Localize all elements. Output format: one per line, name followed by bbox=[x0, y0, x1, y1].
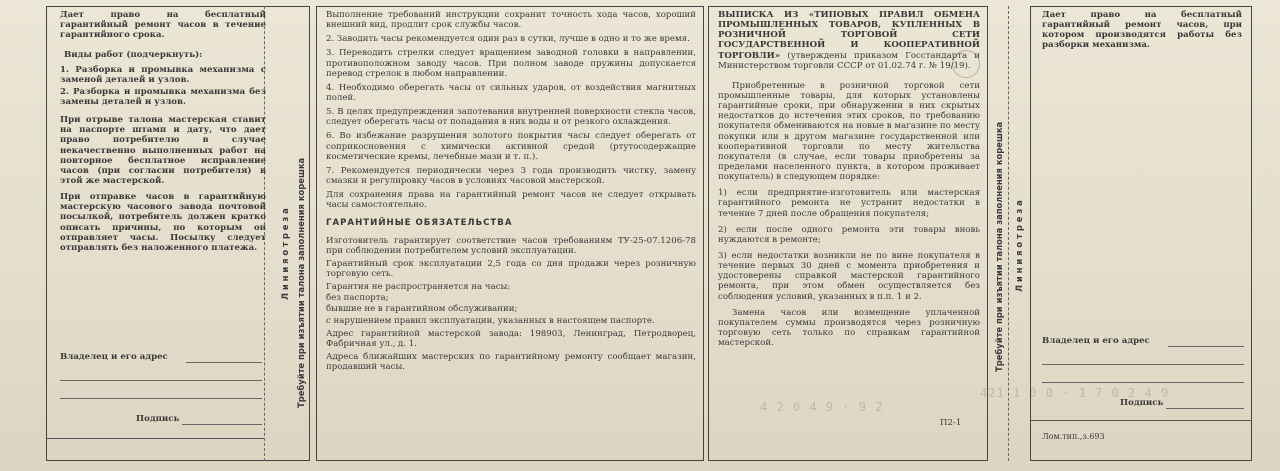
guarantee-4: Адрес гарантийной мастерской завода: 198903, Ленинград, Петродворец, Фабричная ул., д. 1. bbox=[326, 328, 696, 349]
guarantee-3: Гарантия не распространяется на часы: bbox=[326, 282, 511, 293]
owner-field-left-2[interactable] bbox=[60, 380, 262, 381]
left-stub-para-2: При отправке часов в гарантийную мастерскую часового завода почтовой посылкой, потребитель должен кратко описать причины, по которым он отправляет часы. Посылку следует отправлять без наложенного платежа. bbox=[60, 192, 266, 253]
cut-line-label-left: Л и н и я о т р е з а bbox=[280, 208, 290, 300]
instruction-3: 3. Переводить стрелки следует вращением заводной головки в направлении, противоположном заводу часов. При полном заводе пружины допускается перевод стрелок в любом направлении. bbox=[326, 48, 696, 79]
printer-mark: Лом.тип.,з.693 bbox=[1042, 432, 1105, 441]
demand-stub-label-left: Требуйте при изъятии талона заполнения корешка bbox=[296, 157, 306, 408]
extract-clause-4: Замена часов или возмещение уплаченной покупателем суммы производятся через розничную торговую сеть только по справкам гарантийной мастерской. bbox=[718, 307, 980, 349]
demand-stub-label-right: Требуйте при изъятии талона заполнения корешка bbox=[994, 121, 1004, 372]
extract-intro: Приобретенные в розничной торговой сети промышленные товары, для которых установлены гарантийные сроки, при обнаружении в них скрытых недостатков до истечения этих сроков, по требованию покупателя обмениваются на новые в магазине по месту покупки или в другом магазине государственной или кооперативной торговли по месту жительства покупателя (в случае, если товары приобретены за пределами населенного пункта, в котором проживает покупатель) в следующем порядке: bbox=[718, 80, 980, 183]
owner-label-left: Владелец и его адрес bbox=[60, 352, 168, 362]
guarantee-3c: с нарушением правил эксплуатации, указанных в настоящем паспорте. bbox=[326, 315, 655, 326]
instruction-5: 5. В целях предупреждения запотевания внутренней поверхности стекла часов, следует оберегать часы от попадания в них воды и от резкого охлаждения. bbox=[326, 107, 696, 128]
left-stub-text bbox=[60, 10, 266, 259]
sign-label-left: Подпись bbox=[136, 414, 180, 424]
extract-title-note: (утверждены приказом Госстандарта и Министерством торговли СССР от 01.02.74 г. № 19/19). bbox=[718, 50, 981, 71]
extract-title-main: ВЫПИСКА ИЗ «ТИПОВЫХ ПРАВИЛ ОБМЕНА ПРОМЫШЛЕННЫХ ТОВАРОВ, КУПЛЕННЫХ В РОЗНИЧНОЙ ТОРГОВОЙ СЕТИ ГОСУДАРСТВЕННОЙ И КООПЕРАТИВНОЙ ТОРГОВЛИ» bbox=[718, 10, 980, 61]
ghost-bleed-through: 4 2 0 4 9 · 9 2 bbox=[760, 400, 884, 414]
right-stub-text bbox=[1042, 10, 1242, 57]
perforation-line-right bbox=[1008, 6, 1009, 461]
extract-text bbox=[718, 10, 980, 354]
frame-right-stub bbox=[1030, 6, 1252, 461]
left-stub-header: Дает право на бесплатный гарантийный ремонт часов в течение гарантийного срока. bbox=[60, 10, 266, 41]
left-stub-para-1: При отрыве талона мастерская ставит на паспорте штамп и дату, что дает право потребителю в случае некачественно выполненных работ на повторное бесплатное исправление часов (при согласии потребителя) в этой же мастерской. bbox=[60, 115, 266, 186]
extract-clause-2: 2) если после одного ремонта эти товары вновь нуждаются в ремонте; bbox=[718, 224, 980, 245]
guarantee-1: Изготовитель гарантирует соответствие часов требованиям ТУ-25-07.1206-78 при соблюдении потребителем условий эксплуатации. bbox=[326, 235, 696, 256]
ghost-bleed-through: 421 1 0 0 · 1 7 0 2 4 9 bbox=[980, 386, 1170, 400]
right-stub-header: Дает право на бесплатный гарантийный ремонт часов, при котором производятся работы без разборки механизма. bbox=[1042, 10, 1242, 51]
instruction-6: 6. Во избежание разрушения золотого покрытия часы следует оберегать от соприкосновения с химически активной средой (ртутосодержащие косметические кремы, лечебные мази и т. п.). bbox=[326, 131, 696, 162]
stamp-mark bbox=[952, 50, 980, 78]
owner-field-left-3[interactable] bbox=[60, 398, 262, 399]
instructions-text bbox=[326, 10, 696, 378]
guarantee-5: Адреса ближайших мастерских по гарантийному ремонту сообщает магазин, продавший часы. bbox=[326, 351, 696, 373]
left-stub-bottom-rule bbox=[46, 438, 264, 439]
extract-clause-3: 3) если недостатки возникли не по вине покупателя в течение первых 30 дней с момента приобретения и удостоверены справкой мастерской гарантийного ремонта, при этом обмен осуществляется без соблюдения условий, указанных в п.п. 1 и 2. bbox=[718, 250, 980, 302]
instruction-7: 7. Рекомендуется периодически через 3 года производить чистку, замену смазки и регулировку часов в условиях часовой мастерской. bbox=[326, 165, 696, 186]
works-title: Виды работ (подчеркнуть): bbox=[64, 50, 203, 61]
guarantee-3b: бывшие не в гарантийном обслуживании; bbox=[326, 304, 518, 315]
cut-line-label-right: Л и н и я о т р е з а bbox=[1014, 200, 1024, 292]
owner-label-right: Владелец и его адрес bbox=[1042, 336, 1150, 346]
extract-clause-1: 1) если предприятие-изготовитель или мастерская гарантийного ремонта не устранит недостатки в течение 7 дней после обращения покупателя; bbox=[718, 188, 980, 219]
instruction-intro: Выполнение требований инструкции сохранит точность хода часов, хороший внешний вид, продлит срок службы часов. bbox=[326, 10, 696, 31]
owner-field-left[interactable] bbox=[186, 362, 262, 363]
work-option-1: 1. Разборка и промывка механизма с заменой деталей и узлов. bbox=[60, 64, 266, 85]
work-option-2: 2. Разборка и промывка механизма без замены деталей и узлов. bbox=[60, 86, 266, 107]
guarantee-3a: без паспорта; bbox=[326, 293, 389, 304]
sign-field-right[interactable] bbox=[1166, 408, 1244, 409]
instruction-4: 4. Необходимо оберегать часы от сильных ударов, от воздействия магнитных полей. bbox=[326, 82, 696, 103]
instruction-8: Для сохранения права на гарантийный ремонт часов не следует открывать часы самостоятельно. bbox=[326, 190, 696, 211]
owner-field-right-2[interactable] bbox=[1042, 364, 1244, 365]
guarantee-2: Гарантийный срок эксплуатации 2,5 года со дня продажи через розничную торговую сеть. bbox=[326, 258, 696, 279]
guarantee-title: ГАРАНТИЙНЫЕ ОБЯЗАТЕЛЬСТВА bbox=[326, 218, 513, 229]
owner-field-right[interactable] bbox=[1168, 346, 1244, 347]
sign-label-right: Подпись bbox=[1120, 398, 1164, 408]
form-code: П2-1 bbox=[940, 418, 962, 428]
right-stub-bottom-rule bbox=[1030, 420, 1252, 421]
sign-field-left[interactable] bbox=[182, 424, 262, 425]
owner-field-right-3[interactable] bbox=[1042, 382, 1244, 383]
extract-title bbox=[718, 10, 980, 71]
instruction-2: 2. Заводить часы рекомендуется один раз в сутки, лучше в одно и то же время. bbox=[326, 34, 690, 45]
